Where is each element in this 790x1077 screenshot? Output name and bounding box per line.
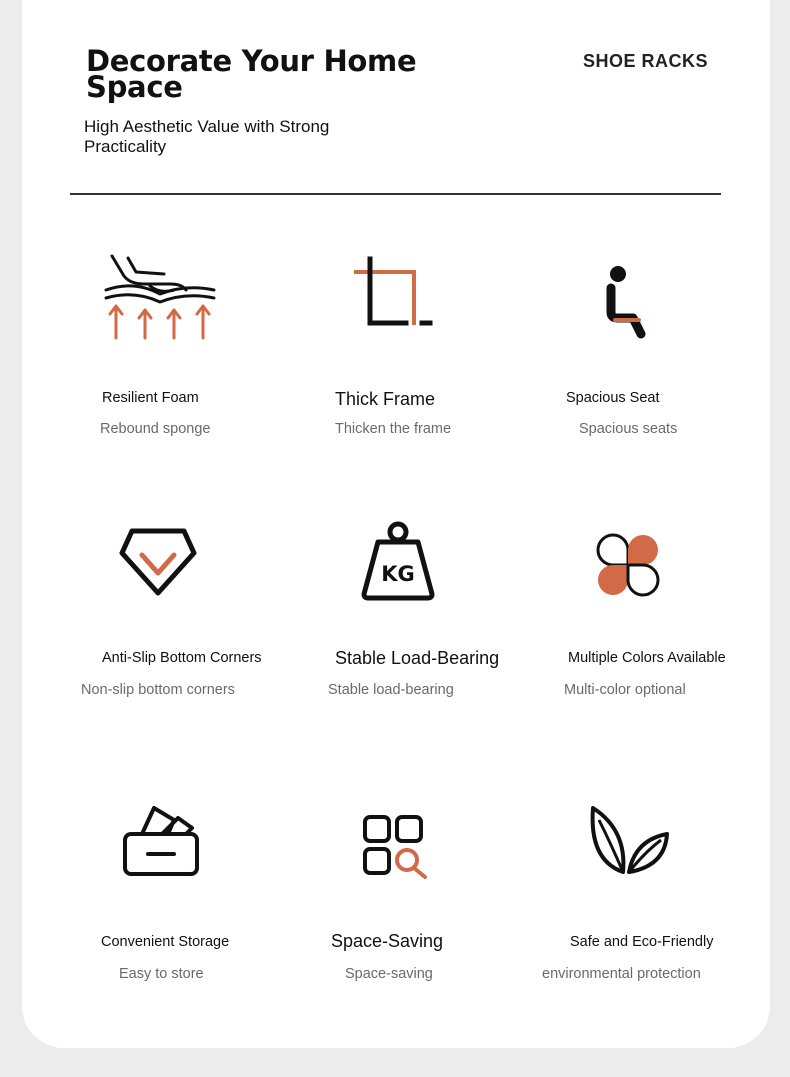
storage-box-icon: [120, 802, 202, 878]
brand-label: SHOE RACKS: [583, 51, 709, 71]
page-title: Decorate Your Home Space: [86, 44, 417, 104]
seat-icon: [605, 264, 650, 340]
feature-label: Safe and Eco-Friendly: [570, 934, 714, 950]
color-options-icon: [594, 531, 662, 599]
resilient-foam-icon: [100, 250, 220, 345]
feature-sublabel: Spacious seats: [579, 421, 678, 437]
feature-sublabel: environmental protection: [542, 966, 701, 982]
feature-label: Convenient Storage: [101, 934, 230, 950]
feature-label: Thick Frame: [335, 389, 436, 409]
feature-label: Multiple Colors Available: [568, 650, 726, 666]
feature-sublabel: Thicken the frame: [335, 421, 452, 437]
header-divider: [70, 193, 721, 195]
feature-label: Spacious Seat: [566, 390, 660, 406]
anti-slip-corner-icon: [118, 527, 198, 599]
feature-sublabel: Stable load-bearing: [328, 682, 454, 698]
svg-text:KG: KG: [381, 562, 415, 586]
feature-label: Space-Saving: [331, 931, 444, 951]
kg-weight-icon: [358, 520, 438, 604]
feature-label: Resilient Foam: [102, 390, 199, 406]
page-subtitle: High Aesthetic Value with Strong Practicality: [84, 117, 330, 156]
feature-label: Anti-Slip Bottom Corners: [102, 650, 262, 666]
thick-frame-icon: [350, 255, 435, 335]
feature-label: Stable Load-Bearing: [335, 648, 500, 668]
space-saving-icon: [362, 814, 430, 880]
feature-sublabel: Space-saving: [345, 966, 433, 982]
feature-sublabel: Multi-color optional: [564, 682, 686, 698]
feature-sublabel: Rebound sponge: [100, 421, 211, 437]
feature-sublabel: Easy to store: [119, 966, 204, 982]
eco-leaves-icon: [585, 804, 671, 876]
feature-sublabel: Non-slip bottom corners: [81, 682, 235, 698]
